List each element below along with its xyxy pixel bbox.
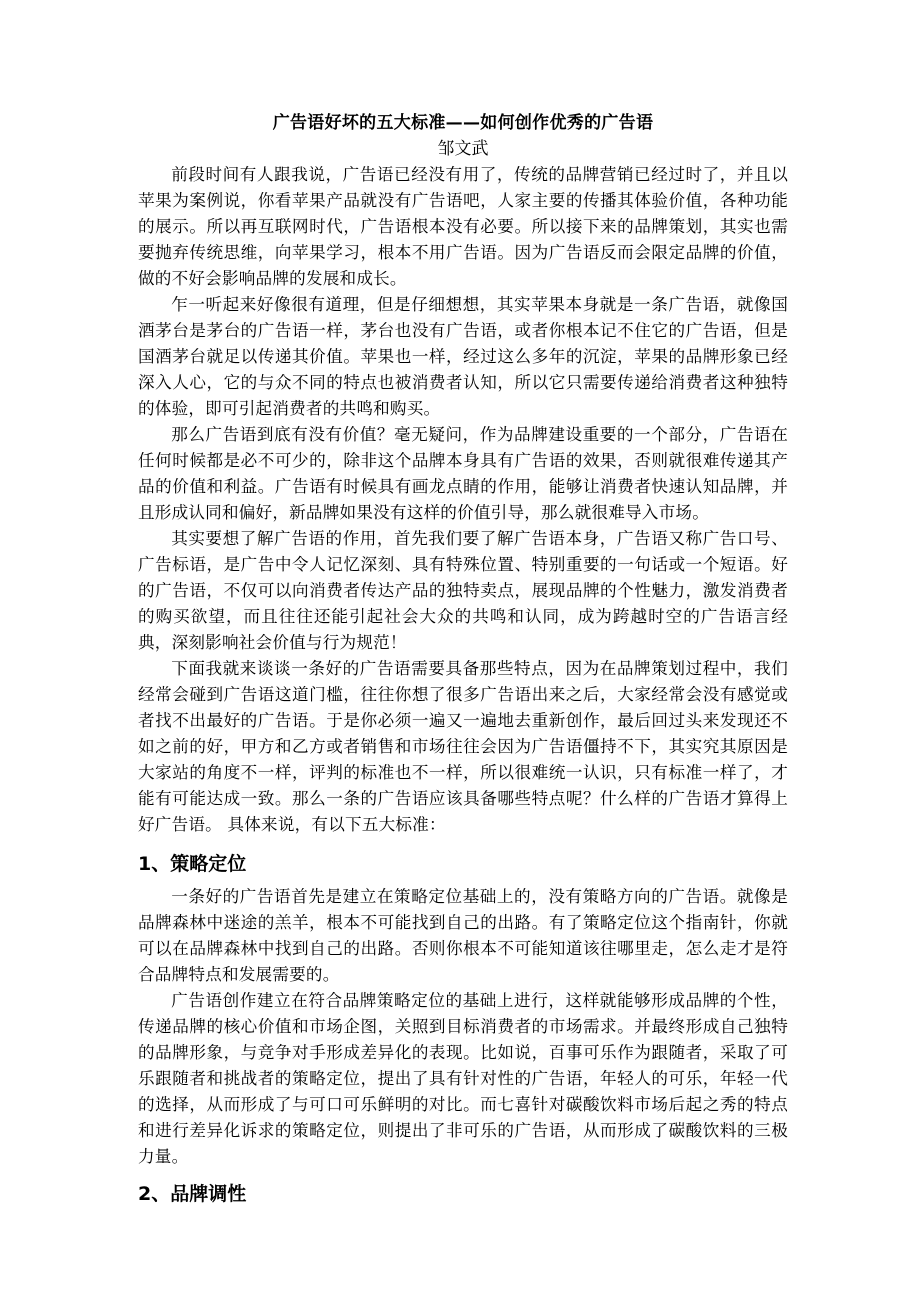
intro-paragraph-5: 下面我就来谈谈一条好的广告语需要具备那些特点，因为在品牌策划过程中，我们经常会碰到广告语这道门槛，往往你想了很多广告语出来之后，大家经常会没有感觉或者找不出最好的广告语。于是你必须一遍又一遍地去重新创作，最后回过头来发现还不如之前的好，甲方和乙方或者销售和市场往往会因为广告语僵持不下，其实究其原因是大家站的角度不一样，评判的标准也不一样，所以很难统一认识，只有标准一样了，才能有可能达成一致。那么一条的广告语应该具备哪些特点呢？什么样的广告语才算得上好广告语。 具体来说，有以下五大标准： — [138, 659, 788, 834]
section-heading-strategy: 1、策略定位 — [138, 853, 247, 875]
author-name: 邹文武 — [437, 139, 489, 159]
document-title: 广告语好坏的五大标准——如何创作优秀的广告语 — [272, 113, 654, 133]
section-heading-brand-tone: 2、品牌调性 — [138, 1183, 247, 1205]
section1-paragraph-2: 广告语创作建立在符合品牌策略定位的基础上进行，这样就能够形成品牌的个性，传递品牌的核心价值和市场企图，关照到目标消费者的市场需求。并最终形成自己独特的品牌形象，与竞争对手形成差异化的表现。比如说，百事可乐作为跟随者，采取了可乐跟随者和挑战者的策略定位，提出了具有针对性的广告语，年轻人的可乐，年轻一代的选择，从而形成了与可口可乐鲜明的对比。而七喜针对碳酸饮料市场后起之秀的特点和进行差异化诉求的策略定位，则提出了非可乐的广告语，从而形成了碳酸饮料的三极力量。 — [138, 991, 788, 1166]
section1-paragraph-1: 一条好的广告语首先是建立在策略定位基础上的，没有策略方向的广告语。就像是品牌森林中迷途的羔羊，根本不可能找到自己的出路。有了策略定位这个指南针，你就可以在品牌森林中找到自己的出路。否则你根本不可能知道该往哪里走，怎么走才是符合品牌特点和发展需要的。 — [138, 887, 788, 984]
intro-paragraph-1: 前段时间有人跟我说，广告语已经没有用了，传统的品牌营销已经过时了，并且以苹果为案例说，你看苹果产品就没有广告语吧，人家主要的传播其体验价值，各种功能的展示。所以再互联网时代，广告语根本没有必要。所以接下来的品牌策划，其实也需要抛弃传统思维，向苹果学习，根本不用广告语。因为广告语反而会限定品牌的价值，做的不好会影响品牌的发展和成长。 — [138, 165, 788, 288]
intro-paragraph-4: 其实要想了解广告语的作用，首先我们要了解广告语本身，广告语又称广告口号、广告标语，是广告中令人记忆深刻、具有特殊位置、特别重要的一句话或一个短语。好的广告语，不仅可以向消费者传达产品的独特卖点，展现品牌的个性魅力，激发消费者的购买欲望，而且往往还能引起社会大众的共鸣和认同，成为跨越时空的广告语言经典，深刻影响社会价值与行为规范！ — [138, 529, 788, 652]
intro-paragraph-3: 那么广告语到底有没有价值？毫无疑问，作为品牌建设重要的一个部分，广告语在任何时候都是必不可少的，除非这个品牌本身具有广告语的效果，否则就很难传递其产品的价值和利益。广告语有时候具有画龙点睛的作用，能够让消费者快速认知品牌，并且形成认同和偏好，新品牌如果没有这样的价值引导，那么就很难导入市场。 — [138, 425, 788, 522]
intro-paragraph-2: 乍一听起来好像很有道理，但是仔细想想，其实苹果本身就是一条广告语，就像国酒茅台是茅台的广告语一样，茅台也没有广告语，或者你根本记不住它的广告语，但是国酒茅台就足以传递其价值。苹果也一样，经过这么多年的沉淀，苹果的品牌形象已经深入人心，它的与众不同的特点也被消费者认知，所以它只需要传递给消费者这种独特的体验，即可引起消费者的共鸣和购买。 — [138, 295, 788, 418]
document-page — [138, 110, 788, 1214]
